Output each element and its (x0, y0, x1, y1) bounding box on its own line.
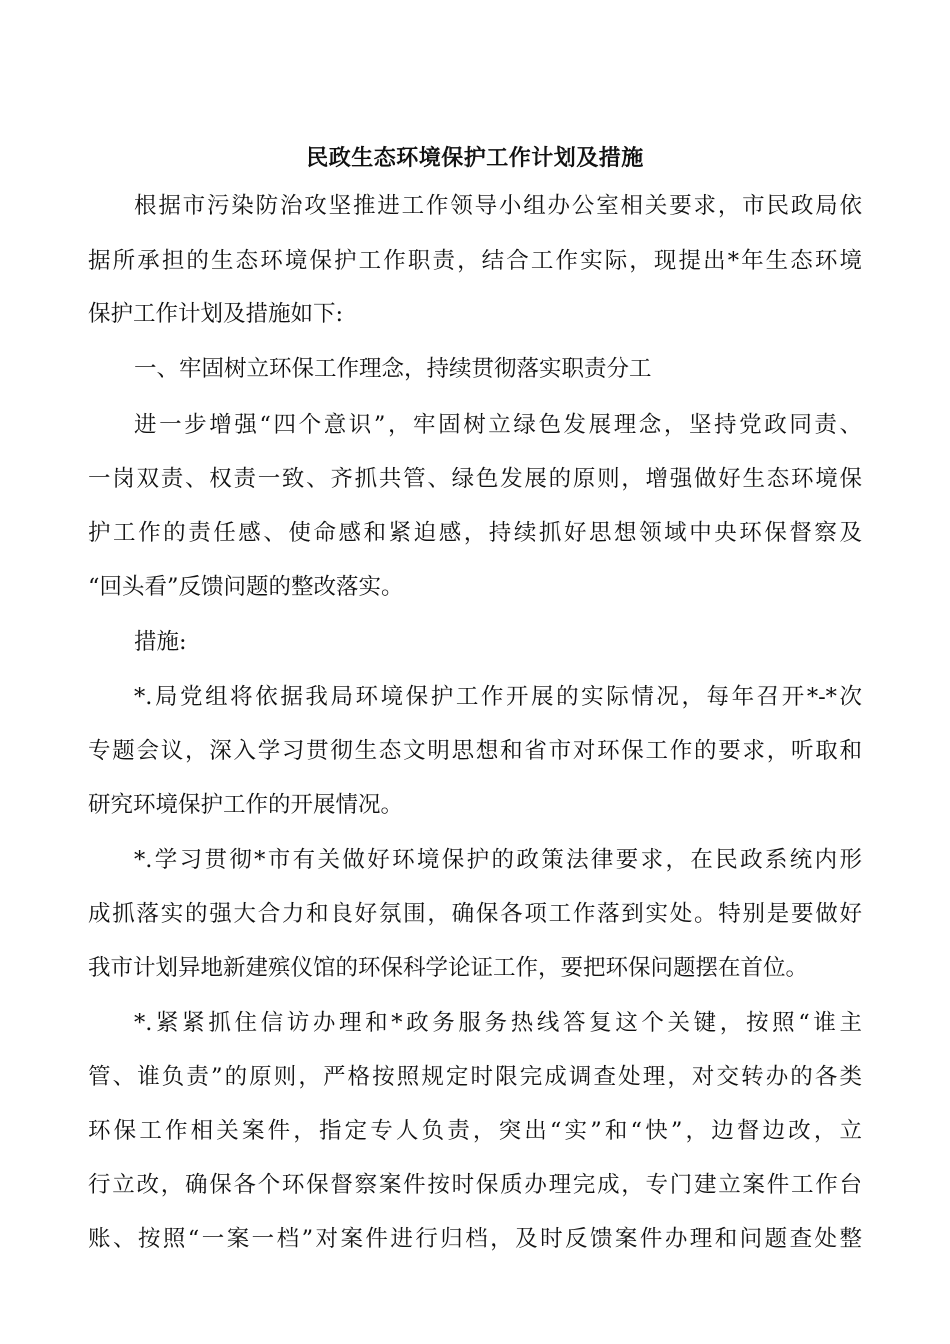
paragraph-2-line-4: “回头看”反馈问题的整改落实。 (88, 574, 404, 600)
measure-1-line-1: *.局党组将依据我局环境保护工作开展的实际情况，每年召开*-*次 (134, 684, 862, 710)
measures-label: 措施: (134, 629, 187, 655)
measure-1-line-3: 研究环境保护工作的开展情况。 (88, 792, 404, 818)
section-heading-1: 一、牢固树立环保工作理念，持续贯彻落实职责分工 (134, 356, 652, 382)
measure-3-line-1: *.紧紧抓住信访办理和*政务服务热线答复这个关键，按照“谁主 (134, 1010, 862, 1036)
paragraph-1-line-3: 保护工作计划及措施如下: (88, 301, 344, 327)
paragraph-1-line-2: 据所承担的生态环境保护工作职责，结合工作实际，现提出*年生态环境 (88, 248, 862, 274)
paragraph-1-line-1: 根据市污染防治攻坚推进工作领导小组办公室相关要求，市民政局依 (134, 193, 862, 219)
measure-1-line-2: 专题会议，深入学习贯彻生态文明思想和省市对环保工作的要求，听取和 (88, 738, 862, 764)
document-title: 民政生态环境保护工作计划及措施 (306, 145, 644, 171)
measure-2-line-2: 成抓落实的强大合力和良好氛围，确保各项工作落到实处。特别是要做好 (88, 901, 862, 927)
measure-2-line-3: 我市计划异地新建殡仪馆的环保科学论证工作，要把环保问题摆在首位。 (88, 955, 809, 981)
paragraph-2-line-1: 进一步增强“四个意识”，牢固树立绿色发展理念，坚持党政同责、 (134, 412, 862, 438)
paragraph-2-line-2: 一岗双责、权责一致、齐抓共管、绿色发展的原则，增强做好生态环境保 (88, 466, 862, 492)
measure-3-line-5: 账、按照“一案一档”对案件进行归档，及时反馈案件办理和问题查处整 (88, 1226, 862, 1252)
paragraph-2-line-3: 护工作的责任感、使命感和紧迫感，持续抓好思想领域中央环保督察及 (88, 520, 862, 546)
measure-3-line-4: 行立改，确保各个环保督察案件按时保质办理完成，专门建立案件工作台 (88, 1172, 862, 1198)
measure-2-line-1: *.学习贯彻*市有关做好环境保护的政策法律要求，在民政系统内形 (134, 847, 862, 873)
measure-3-line-3: 环保工作相关案件，指定专人负责，突出“实”和“快”，边督边改，立 (88, 1118, 862, 1144)
measure-3-line-2: 管、谁负责”的原则，严格按照规定时限完成调查处理，对交转办的各类 (88, 1064, 862, 1090)
